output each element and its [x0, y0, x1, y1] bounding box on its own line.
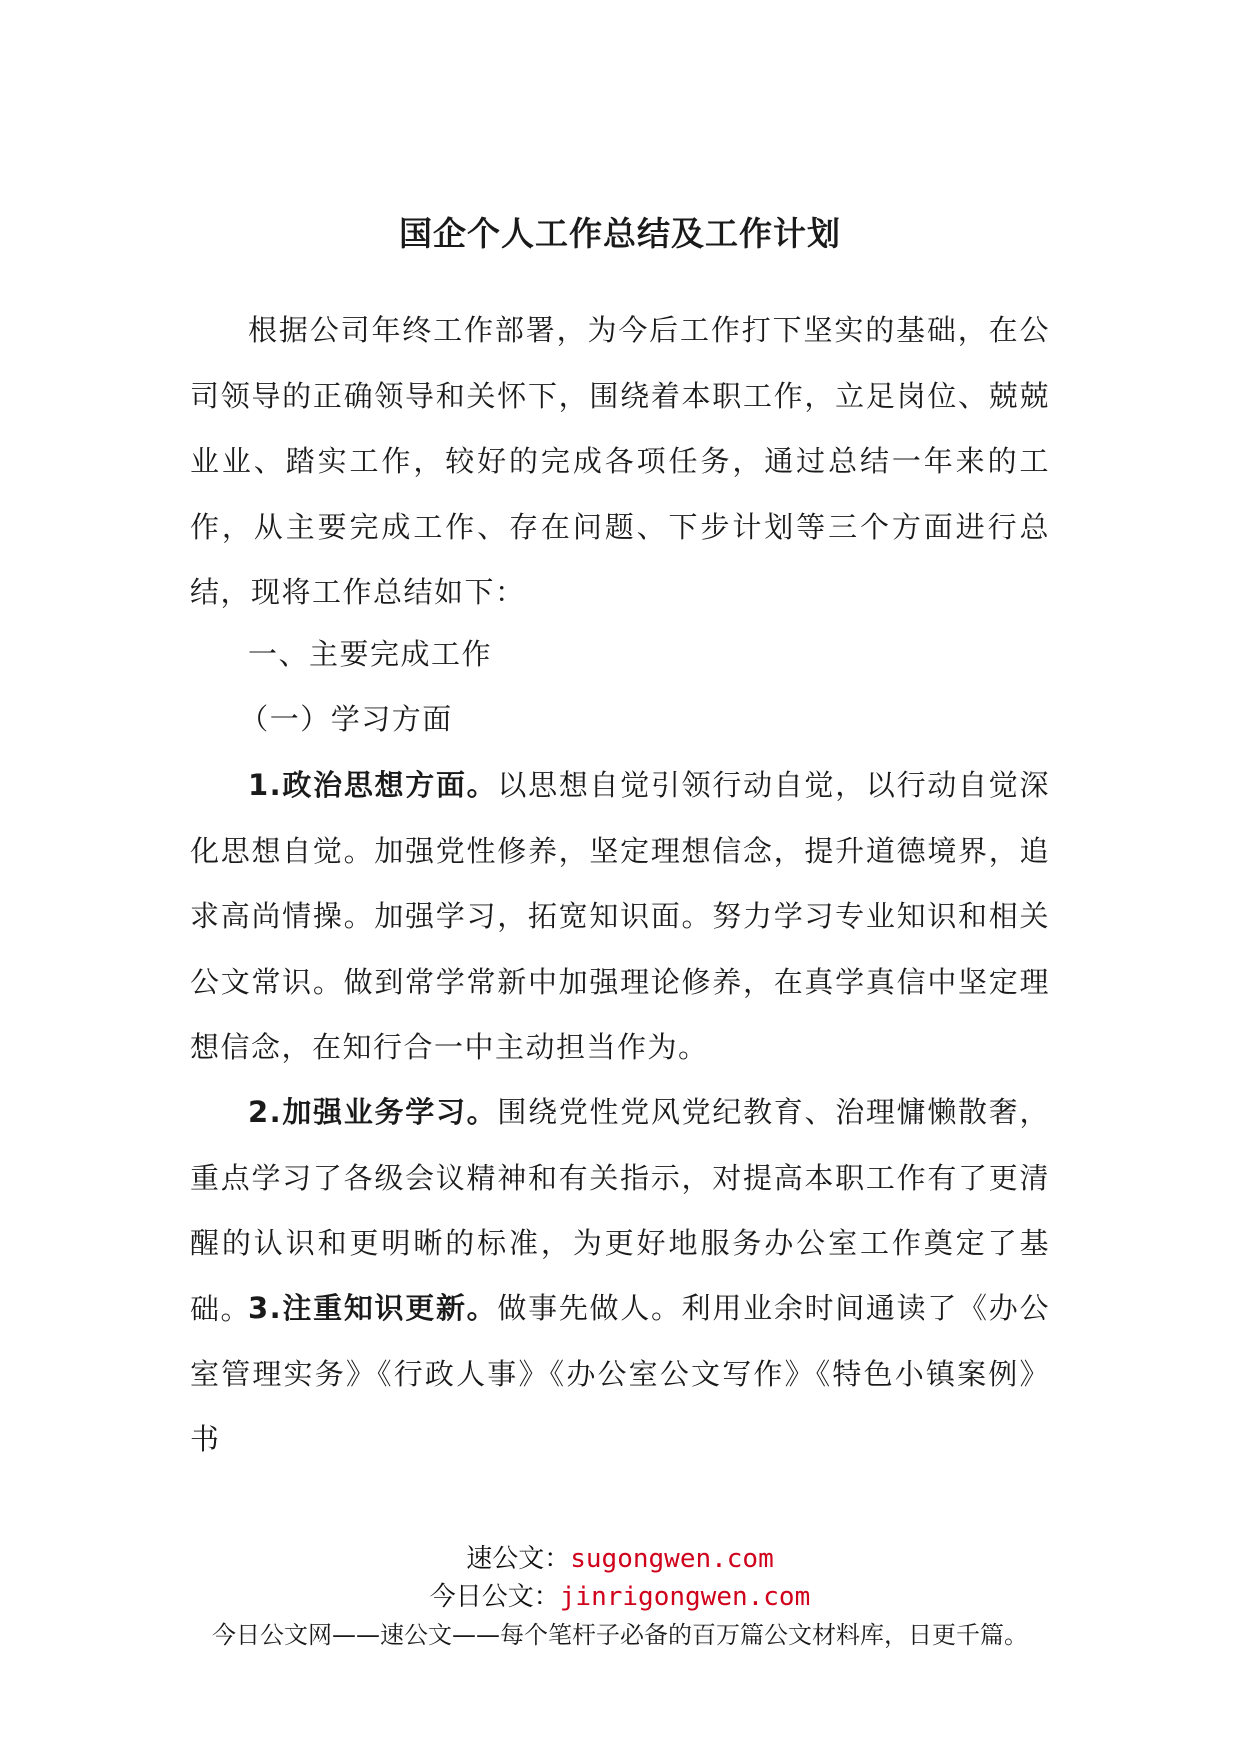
section-heading: 一、主要完成工作	[248, 637, 493, 671]
footer-jinrigongwen	[0, 1576, 1240, 1613]
item-paragraph-3	[190, 1276, 1050, 1473]
footer-label-1: 速公文：	[466, 1544, 571, 1574]
item-text-2: 围绕党性党风党纪教育、治理慵懒散奢，重点学习了各级会议精神和有关指示，对提高本职工作有了更清醒的认识和更明晰的标准，为更好地服务办公室工作奠定了基础。	[190, 1095, 1050, 1326]
item-lead-1: 1.政治思想方面。	[248, 768, 498, 802]
item-paragraph-1	[190, 753, 1050, 1081]
footer-link-jinrigongwen[interactable]: jinrigongwen.com	[559, 1582, 811, 1612]
footer-slogan: 今日公文网——速公文——每个笔杆子必备的百万篇公文材料库，日更千篇。	[212, 1621, 1028, 1649]
item-lead-2: 2.加强业务学习。	[248, 1095, 498, 1129]
footer-label-2: 今日公文：	[429, 1582, 560, 1612]
intro-paragraph: 根据公司年终工作部署，为今后工作打下坚实的基础，在公司领导的正确领导和关怀下，围绕着本职工作，立足岗位、兢兢业业、踏实工作，较好的完成各项任务，通过总结一年来的工作，从主要完成工作、存在问题、下步计划等三个方面进行总结，现将工作总结如下：	[190, 313, 1050, 609]
item-text-3: 做事先做人。利用业余时间通读了《办公室管理实务》《行政人事》《办公室公文写作》《特色小镇案例》书	[190, 1291, 1050, 1456]
footer-sugongwen	[0, 1538, 1240, 1575]
item-text-1: 以思想自觉引领行动自觉，以行动自觉深化思想自觉。加强党性修养，坚定理想信念，提升道德境界，追求高尚情操。加强学习，拓宽知识面。努力学习专业知识和相关公文常识。做到常学常新中加强理论修养，在真学真信中坚定理想信念，在知行合一中主动担当作为。	[190, 768, 1050, 1064]
item-lead-3: 3.注重知识更新。	[248, 1291, 498, 1325]
subsection-heading: （一）学习方面	[239, 702, 453, 736]
footer-link-sugongwen[interactable]: sugongwen.com	[570, 1544, 774, 1574]
document-title: 国企个人工作总结及工作计划	[399, 214, 841, 253]
